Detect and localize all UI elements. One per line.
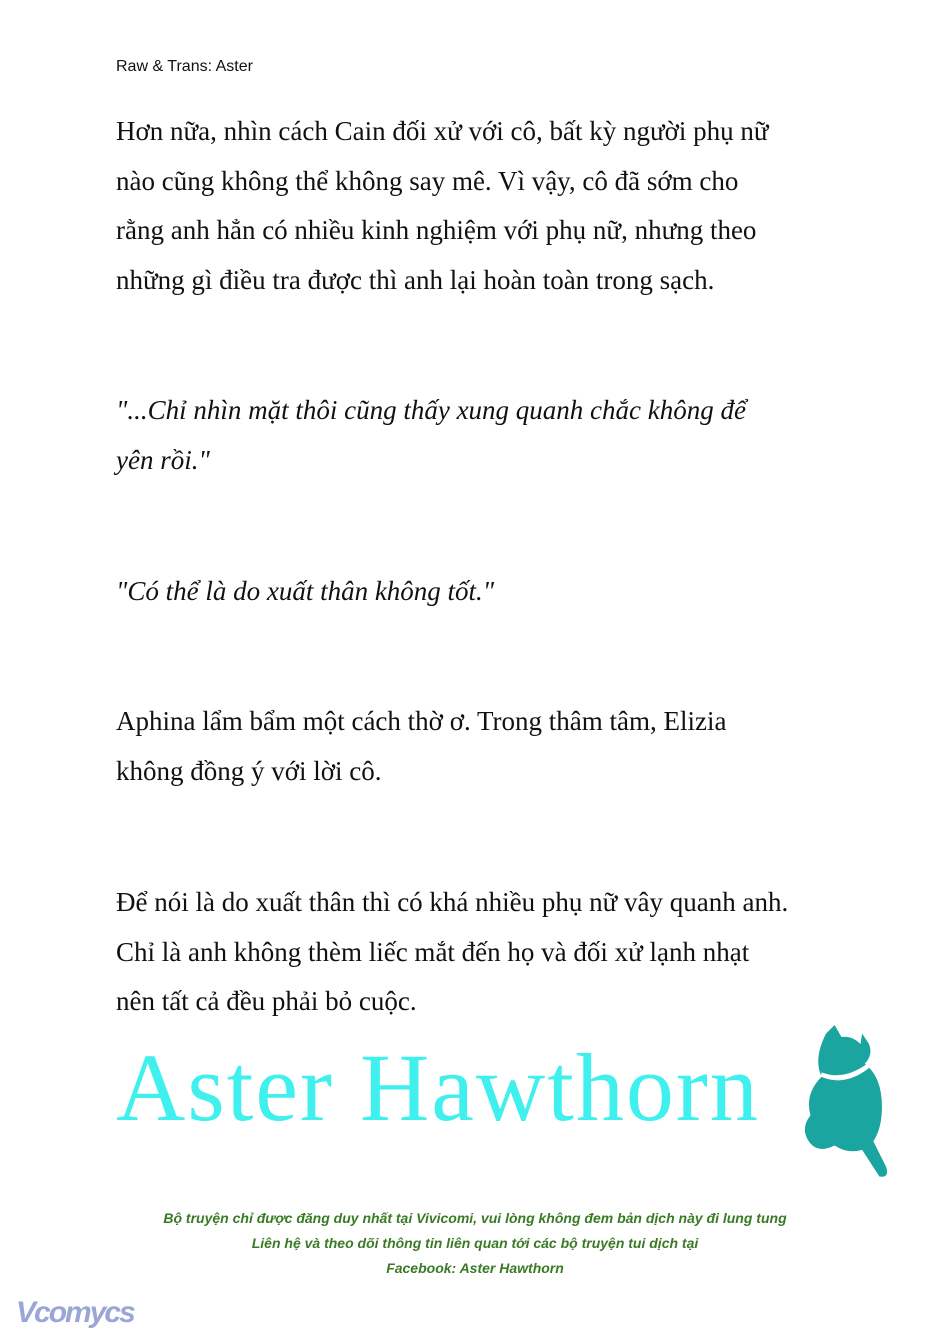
body-line: Hơn nữa, nhìn cách Cain đối xử với cô, bất kỳ người phụ nữ: [116, 116, 769, 146]
body-line: nào cũng không thể không say mê. Vì vậy, cô đã sớm cho: [116, 166, 739, 196]
body-line: Chỉ là anh không thèm liếc mắt đến họ và đối xử lạnh nhạt: [116, 937, 750, 967]
dialogue-line: yên rồi.": [116, 445, 210, 475]
body-line: những gì điều tra được thì anh lại hoàn toàn trong sạch.: [116, 265, 715, 295]
cat-watermark-icon: [800, 1025, 895, 1180]
body-line: Để nói là do xuất thân thì có khá nhiều phụ nữ vây quanh anh.: [116, 887, 789, 917]
watermark-text: Aster Hawthorn: [116, 1034, 760, 1141]
page-header: Raw & Trans: Aster: [116, 58, 253, 75]
footer-notice: Bộ truyện chỉ được đăng duy nhất tại Vivicomi, vui lòng không đem bản dịch này đi lung tung: [163, 1210, 787, 1226]
body-line: rằng anh hẳn có nhiều kinh nghiệm với phụ nữ, nhưng theo: [116, 215, 757, 245]
vcomycs-logo: Vcomycs: [16, 1296, 134, 1329]
body-line: Aphina lẩm bẩm một cách thờ ơ. Trong thâm tâm, Elizia: [116, 706, 727, 736]
dialogue-line: "Có thể là do xuất thân không tốt.": [116, 576, 495, 606]
dialogue-line: "...Chỉ nhìn mặt thôi cũng thấy xung quanh chắc không để: [116, 395, 746, 425]
body-line: nên tất cả đều phải bỏ cuộc.: [116, 986, 417, 1016]
footer-contact: Liên hệ và theo dõi thông tin liên quan tới các bộ truyện tui dịch tại: [251, 1235, 699, 1251]
body-line: không đồng ý với lời cô.: [116, 756, 382, 786]
footer-facebook: Facebook: Aster Hawthorn: [386, 1260, 564, 1276]
